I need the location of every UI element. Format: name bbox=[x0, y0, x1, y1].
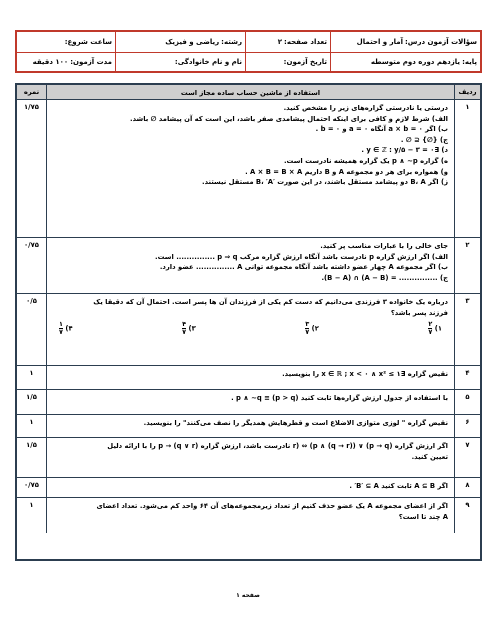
fraction-numerator: ۴ bbox=[182, 320, 187, 329]
question-row bbox=[17, 437, 480, 477]
fraction-denominator: ۷ bbox=[305, 328, 310, 337]
question-score: ۰/۷۵ bbox=[17, 238, 47, 293]
question-number: ۳ bbox=[454, 294, 480, 365]
question-body bbox=[47, 438, 454, 477]
question-line: نقیض گزاره " لوزی متوازی الاضلاع است و قطرهایش همدیگر را نصف می‌کنند" را بنویسید. bbox=[143, 419, 448, 427]
question-line: ز) اگر B، A دو پیشامد مستقل باشند، در این صورت ′B، ′A مستقل نیستند. bbox=[202, 178, 448, 187]
grade-value: یازدهم دوره دوم متوسطه bbox=[370, 57, 461, 66]
question-score: ۰/۵ bbox=[17, 294, 47, 365]
option-fraction bbox=[305, 321, 309, 336]
question-line: الف) شرط لازم و کافی برای اینکه احتمال پیشامدی صفر باشد، این است که آن پیشامد ∅ باشد. bbox=[130, 114, 448, 123]
fraction-numerator: ۳ bbox=[305, 320, 310, 329]
question-number: ۵ bbox=[454, 390, 480, 414]
question-body bbox=[47, 478, 454, 497]
course-label: سؤالات آزمون درس: bbox=[405, 37, 477, 46]
option-4 bbox=[59, 321, 73, 336]
header-row-1 bbox=[17, 32, 480, 52]
question-line: ب) اگر a × b = ۰ آنگاه a = ۰ و b = ۰ . bbox=[315, 125, 448, 134]
question-body bbox=[47, 390, 454, 414]
option-label: ۴) bbox=[65, 324, 73, 333]
start-time-field bbox=[17, 32, 115, 52]
question-score: ۱ bbox=[17, 415, 47, 437]
question-number: ۴ bbox=[454, 366, 480, 389]
option-1 bbox=[428, 321, 442, 336]
question-number: ۹ bbox=[454, 498, 480, 533]
question-number: ۱ bbox=[454, 100, 480, 237]
option-label: ۳) bbox=[188, 324, 196, 333]
question-line: با استفاده از جدول ارزش گزاره‌ها ثابت کنید (p > q) ≡ p ∧ ∼q . bbox=[231, 394, 448, 402]
option-label: ۲) bbox=[311, 324, 319, 333]
question-row bbox=[17, 497, 480, 533]
question-score: ۱/۵ bbox=[17, 438, 47, 477]
option-2 bbox=[305, 321, 319, 336]
answer-options bbox=[53, 321, 448, 336]
grade-field bbox=[330, 53, 480, 72]
page-count-label: تعداد صفحه: bbox=[284, 37, 327, 46]
question-score: ۰/۷۵ bbox=[17, 478, 47, 497]
question-number: ۸ bbox=[454, 478, 480, 497]
page-number: صفحه ۱ bbox=[236, 592, 260, 599]
question-row bbox=[17, 477, 480, 497]
question-line: A چند تا است؟ bbox=[398, 512, 448, 521]
question-line: ج) {∅} ⊆ ∅ . bbox=[400, 135, 448, 144]
question-row bbox=[17, 365, 480, 389]
option-3 bbox=[182, 321, 196, 336]
exam-header bbox=[15, 30, 482, 73]
exam-date-field bbox=[245, 53, 330, 72]
fraction-denominator: ۷ bbox=[428, 328, 433, 337]
question-line: و) همواره برای هر دو مجموعه A و B داریم A × B = B × A . bbox=[245, 167, 448, 176]
field-of-study-field bbox=[115, 32, 245, 52]
question-score: ۱/۷۵ bbox=[17, 100, 47, 237]
question-line: ب) اگر مجموعه A چهار عضو داشته باشد آنگاه مجموعه توانی A ............... عضو دارد. bbox=[159, 263, 448, 272]
fraction-numerator: ۱ bbox=[59, 320, 63, 329]
question-line: الف) اگر ارزش گزاره p نادرست باشد آنگاه ارزش گزاره مرکب p ⇒ q ............... است. bbox=[155, 252, 448, 261]
field-label: رشته: bbox=[221, 37, 242, 46]
exam-date-label: تاریخ آزمون: bbox=[283, 57, 327, 66]
fraction-denominator: ۷ bbox=[182, 328, 187, 337]
question-line: جای خالی را با عبارات مناسب پر کنید. bbox=[320, 242, 448, 250]
duration-field bbox=[17, 53, 115, 72]
table-header-row bbox=[17, 85, 480, 99]
question-line: اگر ارزش گزاره (p → q) ∨ r) ⇔ (p ∧ (q → r)) نادرست باشد، ارزش گزاره (q ∨ r) → p را با ارائه دلیل bbox=[107, 442, 448, 450]
question-line: نقیض گزاره ∃x ∈ ℝ ; x < ۰ ∧ x² ≤ ۱ را بنویسید. bbox=[282, 370, 448, 378]
option-fraction bbox=[59, 321, 63, 336]
question-body bbox=[47, 498, 454, 533]
page-count-field bbox=[245, 32, 330, 52]
question-row bbox=[17, 99, 480, 237]
fraction-numerator: ۲ bbox=[428, 320, 433, 329]
question-number: ۶ bbox=[454, 415, 480, 437]
duration-label: مدت آزمون: bbox=[70, 57, 112, 66]
course-value: آمار و احتمال bbox=[356, 37, 403, 46]
question-number: ۷ bbox=[454, 438, 480, 477]
option-fraction bbox=[182, 321, 186, 336]
question-score: ۱/۵ bbox=[17, 390, 47, 414]
question-body bbox=[47, 294, 454, 365]
col-score-header: نمره bbox=[17, 85, 47, 99]
col-row-header: ردیف bbox=[454, 85, 480, 99]
question-line: ج) ............... = (A − B) ∩ (B − A). bbox=[321, 273, 448, 282]
questions-table bbox=[15, 83, 482, 561]
question-row bbox=[17, 414, 480, 437]
question-line: ه) گزاره p ∧ ∼p یک گزاره همیشه نادرست است. bbox=[283, 156, 448, 165]
duration-value: ۱۰۰ دقیقه bbox=[32, 57, 69, 66]
question-row bbox=[17, 237, 480, 293]
question-score: ۱ bbox=[17, 366, 47, 389]
calculator-note: استفاده از ماشین حساب ساده مجاز است bbox=[180, 89, 321, 97]
question-line: تعیین کنید. bbox=[411, 452, 448, 461]
question-line: اگر از اعضای مجموعه A یک عضو حذف کنیم از تعداد زیرمجموعه‌های آن ۶۴ واحد کم می‌شود. تعداد اعضای bbox=[96, 502, 448, 510]
option-label: ۱) bbox=[434, 324, 442, 333]
question-row bbox=[17, 293, 480, 365]
start-time-label: ساعت شروع: bbox=[64, 37, 112, 46]
question-body bbox=[47, 238, 454, 293]
student-name-label: نام و نام خانوادگی: bbox=[174, 57, 242, 66]
question-line: درباره یک خانواده ۳ فرزندی می‌دانیم که دست کم یکی از فرزندان آن ها پسر است. احتمال آن که دقیقا یک bbox=[93, 298, 448, 306]
question-line: اگر A ⊆ B ثابت کنید B′ ⊆ A′ . bbox=[349, 482, 448, 490]
question-body bbox=[47, 100, 454, 237]
header-row-2 bbox=[17, 52, 480, 72]
grade-label: پایه: bbox=[462, 57, 477, 66]
field-value: ریاضی و فیزیک bbox=[165, 37, 220, 46]
fraction-denominator: ۷ bbox=[59, 328, 63, 337]
student-name-field bbox=[115, 53, 245, 72]
question-body bbox=[47, 415, 454, 437]
question-line: درستی یا نادرستی گزاره‌های زیر را مشخص کنید. bbox=[283, 104, 448, 112]
page-count-value: ۲ bbox=[277, 37, 283, 46]
question-line: د) ∃y ∈ ℤ : y/۵ − ۳ = ۰ . bbox=[361, 146, 448, 155]
question-row bbox=[17, 389, 480, 414]
option-fraction bbox=[428, 321, 432, 336]
course-field bbox=[330, 32, 480, 52]
question-score: ۱ bbox=[17, 498, 47, 533]
question-body bbox=[47, 366, 454, 389]
question-number: ۲ bbox=[454, 238, 480, 293]
question-line: فرزند پسر باشد؟ bbox=[390, 308, 448, 317]
